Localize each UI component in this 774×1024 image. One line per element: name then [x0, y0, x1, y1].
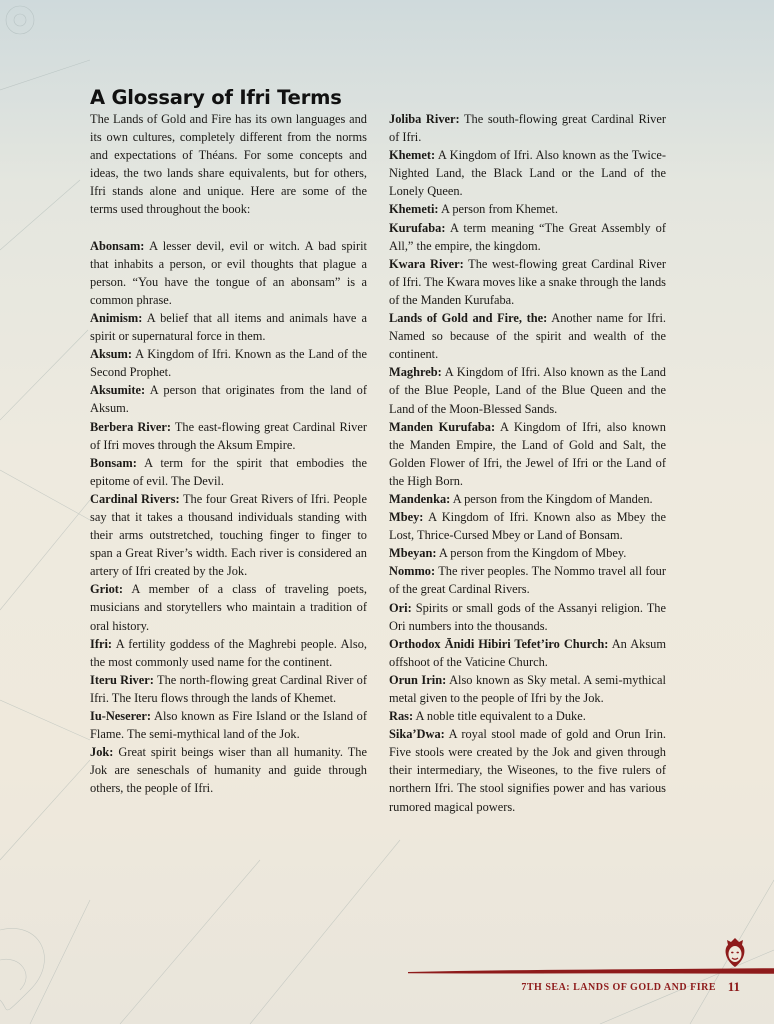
glossary-definition: Great spirit beings wiser than all humanity. The Jok are seneschals of humanity and guide through others, the people of Ifri.: [90, 745, 367, 796]
glossary-definition: The four Great Rivers of Ifri. People say that it takes a thousand individuals standing with their arms outstretched, touching finger to finger to span a Great River’s width. Each river is considered an artery of Ifri created by the Jok.: [90, 491, 368, 579]
glossary-entry: [389, 146, 666, 200]
glossary-term: Kurufaba:: [389, 220, 446, 235]
glossary-list-right: [389, 110, 666, 816]
glossary-term: Cardinal Rivers:: [90, 491, 180, 506]
glossary-term: Maghreb:: [389, 365, 442, 380]
glossary-term: Joliba River:: [389, 112, 460, 126]
glossary-entry: [389, 671, 666, 707]
glossary-term: Iu-Neserer:: [90, 709, 152, 723]
glossary-definition: A Kingdom of Ifri. Known also as Mbey the Lost, Thrice-Cursed Mbey or Land of Bonsam.: [389, 510, 666, 543]
glossary-definition: The south-flowing great Cardinal River of Ifri.: [389, 112, 666, 145]
intro-paragraph: The Lands of Gold and Fire has its own languages and its own cultures, completely different from the norms and expectations of Théans. For some concepts and ideas, the two lands share equivalents, but for others, Ifri stands alone and unique. Here are some of the terms used throughout the book:: [90, 112, 367, 217]
glossary-term: Bonsam:: [90, 455, 137, 470]
footer-rule: [408, 967, 774, 976]
glossary-entry: [389, 725, 666, 815]
glossary-definition: A term meaning “The Great Assembly of All,” the empire, the kingdom.: [389, 220, 667, 253]
glossary-entry: [90, 381, 367, 417]
glossary-term: Ras:: [389, 709, 414, 724]
glossary-term: Sika’Dwa:: [389, 727, 445, 742]
glossary-entry: [90, 454, 367, 490]
glossary-term: Nommo:: [389, 564, 436, 579]
glossary-entry: [389, 255, 666, 309]
glossary-term: Aksum:: [90, 347, 132, 362]
glossary-entry: [389, 635, 666, 671]
glossary-entry: [90, 490, 367, 580]
glossary-term: Berbera River:: [90, 419, 172, 434]
glossary-term: Khemet:: [389, 148, 436, 163]
left-column: [90, 110, 367, 797]
glossary-entry: [389, 599, 666, 635]
glossary-entry: [90, 418, 367, 454]
glossary-entry: [389, 707, 666, 725]
mask-emblem-icon: [722, 937, 748, 969]
glossary-definition: The north-flowing great Cardinal River of Ifri. The Iteru flows through the lands of Khemet.: [90, 672, 368, 705]
glossary-definition: A Kingdom of Ifri. Also known as the Twice-Nighted Land, the Black Land or the Land of the Lonely Queen.: [389, 148, 666, 199]
glossary-term: Kwara River:: [389, 256, 464, 271]
glossary-definition: A noble title equivalent to a Duke.: [415, 709, 586, 724]
glossary-definition: A belief that all items and animals have a spirit or supernatural force in them.: [90, 310, 367, 344]
glossary-term: Manden Kurufaba:: [389, 419, 496, 434]
glossary-entry: [389, 508, 666, 544]
glossary-definition: A term for the spirit that embodies the epitome of evil. The Devil.: [90, 455, 367, 488]
glossary-term: Animism:: [90, 310, 143, 325]
glossary-term: Abonsam:: [90, 238, 145, 253]
footer-book-title: 7TH SEA: LANDS OF GOLD AND FIRE: [521, 982, 716, 993]
glossary-definition: Spirits or small gods of the Assanyi religion. The Ori numbers into the thousands.: [389, 600, 666, 633]
glossary-entry: [90, 309, 367, 345]
glossary-entry: [90, 635, 367, 671]
glossary-definition: A person from Khemet.: [440, 202, 558, 217]
glossary-definition: The west-flowing great Cardinal River of Ifri. The Kwara moves like a snake through the lands of the Manden Kurufaba.: [389, 256, 667, 307]
glossary-entry: [389, 562, 666, 598]
glossary-definition: An Aksum offshoot of the Vaticine Church.: [389, 636, 667, 669]
glossary-list-left: [90, 237, 367, 798]
glossary-definition: A person that originates from the land of Aksum.: [90, 383, 367, 416]
glossary-entry: [389, 418, 666, 490]
glossary-definition: Also known as Fire Island or the Island of Flame. The semi-mythical land of the Jok.: [90, 709, 367, 742]
glossary-definition: A lesser devil, evil or witch. A bad spirit that inhabits a person, or evil thoughts that plague a person. “You have the tongue of an abonsam” is a common phrase.: [90, 238, 367, 307]
glossary-term: Griot:: [90, 582, 124, 597]
glossary-definition: A person from the Kingdom of Manden.: [452, 491, 653, 506]
page-number: 11: [727, 979, 740, 994]
glossary-entry: [90, 743, 367, 797]
glossary-term: Orthodox Ānidi Hibiri Tefet’iro Church:: [389, 636, 609, 651]
glossary-term: Ori:: [389, 600, 412, 615]
glossary-definition: A Kingdom of Ifri, also known the Manden Empire, the Land of Gold and Salt, the Golden Flower of Ifri, the Jewel of Ifri or the Land of the High Born.: [389, 419, 666, 488]
glossary-term: Jok:: [90, 745, 114, 760]
glossary-term: Mandenka:: [389, 491, 451, 506]
glossary-definition: Also known as Sky metal. A semi-mythical metal given to the people of Ifri by the Jok.: [389, 672, 666, 705]
glossary-definition: A member of a class of traveling poets, musicians and storytellers who maintain a tradition of oral history.: [90, 582, 367, 633]
glossary-definition: Another name for Ifri. Named so because of the spirit and wealth of the continent.: [389, 311, 666, 362]
glossary-entry: [389, 200, 666, 218]
glossary-term: Lands of Gold and Fire, the:: [389, 311, 548, 326]
glossary-definition: A Kingdom of Ifri. Known as the Land of the Second Prophet.: [90, 347, 367, 380]
glossary-entry: [389, 490, 666, 508]
glossary-entry: [389, 110, 666, 146]
glossary-definition: A person from the Kingdom of Mbey.: [438, 546, 627, 561]
glossary-definition: A Kingdom of Ifri. Also known as the Land of the Blue People, Land of the Blue Queen and the Land of the Moon-Blessed Sands.: [389, 365, 666, 416]
glossary-entry: [90, 580, 367, 634]
glossary-term: Ifri:: [90, 636, 113, 651]
glossary-term: Khemeti:: [389, 202, 439, 217]
glossary-entry: [90, 707, 367, 743]
glossary-definition: A royal stool made of gold and Orun Irin. Five stools were created by the Jok and given through their intermediary, the Wiseones, to the five rulers of northern Ifri. The stool signifies power and has various rumored magical powers.: [389, 727, 666, 814]
glossary-entry: [90, 237, 367, 309]
glossary-term: Iteru River:: [90, 672, 154, 687]
glossary-definition: The river peoples. The Nommo travel all four of the great Cardinal Rivers.: [389, 564, 667, 597]
glossary-definition: The east-flowing great Cardinal River of Ifri moves through the Aksum Empire.: [90, 419, 367, 452]
glossary-definition: A fertility goddess of the Maghrebi people. Also, the most commonly used name for the continent.: [90, 636, 367, 669]
glossary-term: Mbeyan:: [389, 546, 437, 561]
glossary-entry: [389, 219, 666, 255]
glossary-entry: [389, 363, 666, 417]
glossary-term: Mbey:: [389, 510, 424, 525]
page-title: A Glossary of Ifri Terms: [90, 86, 342, 109]
glossary-entry: [90, 671, 367, 707]
glossary-term: Orun Irin:: [389, 672, 447, 687]
glossary-entry: [389, 544, 666, 562]
glossary-term: Aksumite:: [90, 383, 146, 398]
glossary-entry: [389, 309, 666, 363]
right-column: [389, 110, 666, 816]
glossary-entry: [90, 345, 367, 381]
